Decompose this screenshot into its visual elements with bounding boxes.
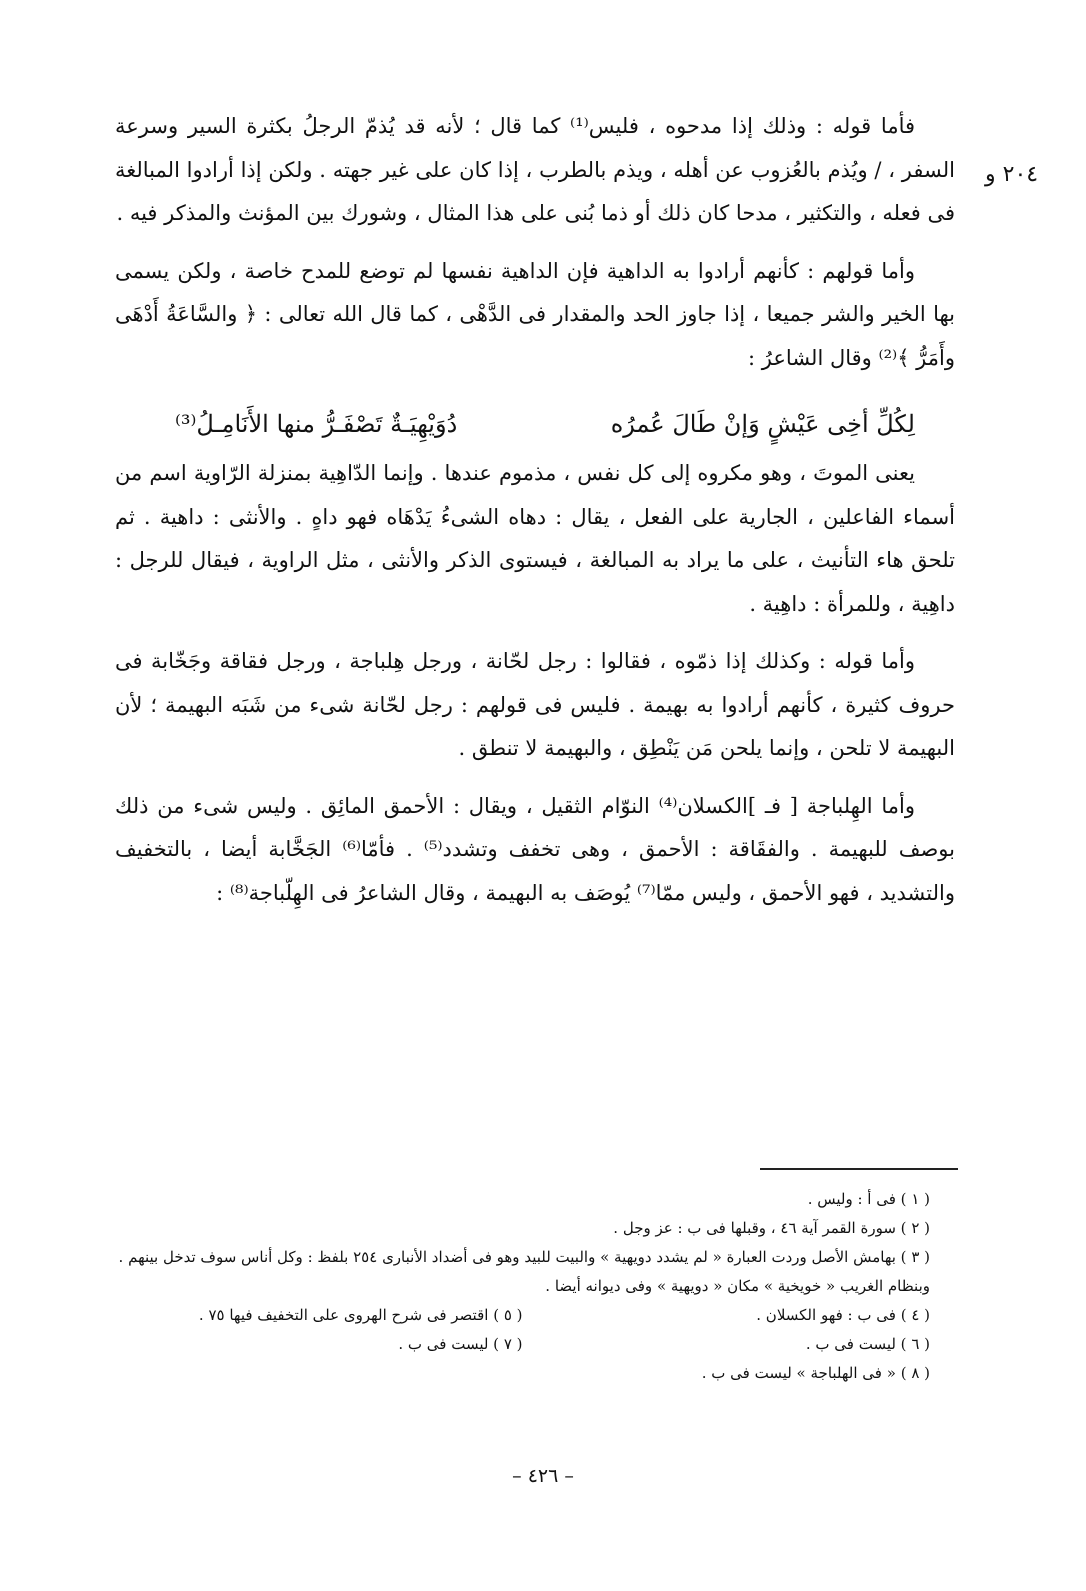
verse-second-hemistich: دُوَيْهِيَـةٌ تَصْفَـرُّ منها الأَنَامِـلُ⁽³⁾ [175,410,458,438]
footnote-1: ( ١ ) فى أ : وليس . [807,1190,930,1208]
footnotes [115,1185,930,1388]
paragraph-4: وأما قوله : وكذلك إذا ذمّوه ، فقالوا : رجل لحّانة ، ورجل هِلباجة ، ورجل فقاقة وجَخّابة فى حروف كثيرة ، كأنهم أرادوا به بهيمة . فليس فى قولهم : رجل لحّانة شىء من شَبَه البهيمة ؛ لأن البهيمة لا تلحن ، وإنما يلحن مَن يَنْطِق ، والبهيمة لا تنطق . [115,649,955,760]
footnote-4: ( ٤ ) فى ب : فهو الكسلان . [756,1306,930,1324]
footnote-2: ( ٢ ) سورة القمر آية ٤٦ ، وقبلها فى ب : عز وجل . [613,1219,930,1237]
footnote-8: ( ٨ ) « فى الهلباجة » ليست فى ب . [701,1364,930,1382]
footnote-divider [760,1168,958,1170]
verse-first-hemistich: لِكُلِّ أخِى عَيْشٍ وَإنْ طَالَ عُمرُه [610,410,915,438]
main-text [115,105,955,929]
footnote-3: ( ٣ ) بهامش الأصل وردت العبارة « لم يشدد دويهية » والبيت للبيد وهو فى أضداد الأنبارى ٢٥٤ بلفظ : وكل أناس سوف تدخل بينهم . وبنظام الغريب « خويخية » مكان « دويهية » وفى ديوانه أيضا . [118,1248,930,1295]
page-number: – ٤٢٦ – [512,1465,574,1487]
footnote-row [115,1301,930,1330]
paragraph-3: يعنى الموتَ ، وهو مكروه إلى كل نفس ، مذموم عندها . وإنما الدّاهِية بمنزلة الرّاوية اسم من أسماء الفاعلين ، الجارية على الفعل ، يقال : دهاه الشىءُ يَدْهَاه فهو داهٍ . والأنثى : داهية . ثم تلحق هاء التأنيث ، على ما يراد به المبالغة ، فيستوى الذكر والأنثى ، مثل الراوية ، فيقال للرجل : داهِية ، وللمرأة : داهِية . [115,461,955,616]
paragraph-5: وأما الهِلباجة [ فـ ]الكسلان⁽⁴⁾ النوّام الثقيل ، ويقال : الأحمق المائِق . وليس شىء من ذلك بوصف للبهيمة . والفقَاقة : الأحمق ، وهى تخفف وتشدد⁽⁵⁾ . فأمّا⁽⁶⁾ الجَخَّابة أيضا ، بالتخفيف والتشديد ، فهو الأحمق ، وليس ممّا⁽⁷⁾ يُوصَف به البهيمة ، وقال الشاعرُ فى الهِلّباجة⁽⁸⁾ : [115,793,955,905]
margin-folio-note: ٢٠٤ و [985,162,1039,187]
footnote-5: ( ٥ ) اقتصر فى شرح الهروى على التخفيف فيها ٧٥ . [198,1306,523,1324]
footnote-6: ( ٦ ) ليست فى ب . [805,1335,930,1353]
poetry-verse [115,394,955,452]
footnote-7: ( ٧ ) ليست فى ب . [398,1335,523,1353]
paragraph-1: فأما قوله : وذلك إذا مدحوه ، فليس⁽¹⁾ كما قال ؛ لأنه قد يُذمّ الرجلُ بكثرة السير وسرعة السفر ، / ويُذم بالعُزوب عن أهله ، ويذم بالطرب ، إذا كان على غير جهته . ولكن إذا أرادوا المبالغة فى فعله ، والتكثير ، مدحا كان ذلك أو ذما بُنى على هذا المثال ، وشورك بين المؤنث والمذكر فيه . [115,114,955,225]
footnote-row [115,1330,930,1359]
paragraph-2: وأما قولهم : كأنهم أرادوا به الداهية فإن الداهية نفسها لم توضع للمدح خاصة ، ولكن يسمى بها الخير والشر جميعا ، إذا جاوز الحد والمقدار فى الدَّهْى ، كما قال الله تعالى : ﴿ والسَّاعَةُ أَدْهَى وأَمَرُّ ﴾⁽²⁾ وقال الشاعرُ : [115,258,955,370]
